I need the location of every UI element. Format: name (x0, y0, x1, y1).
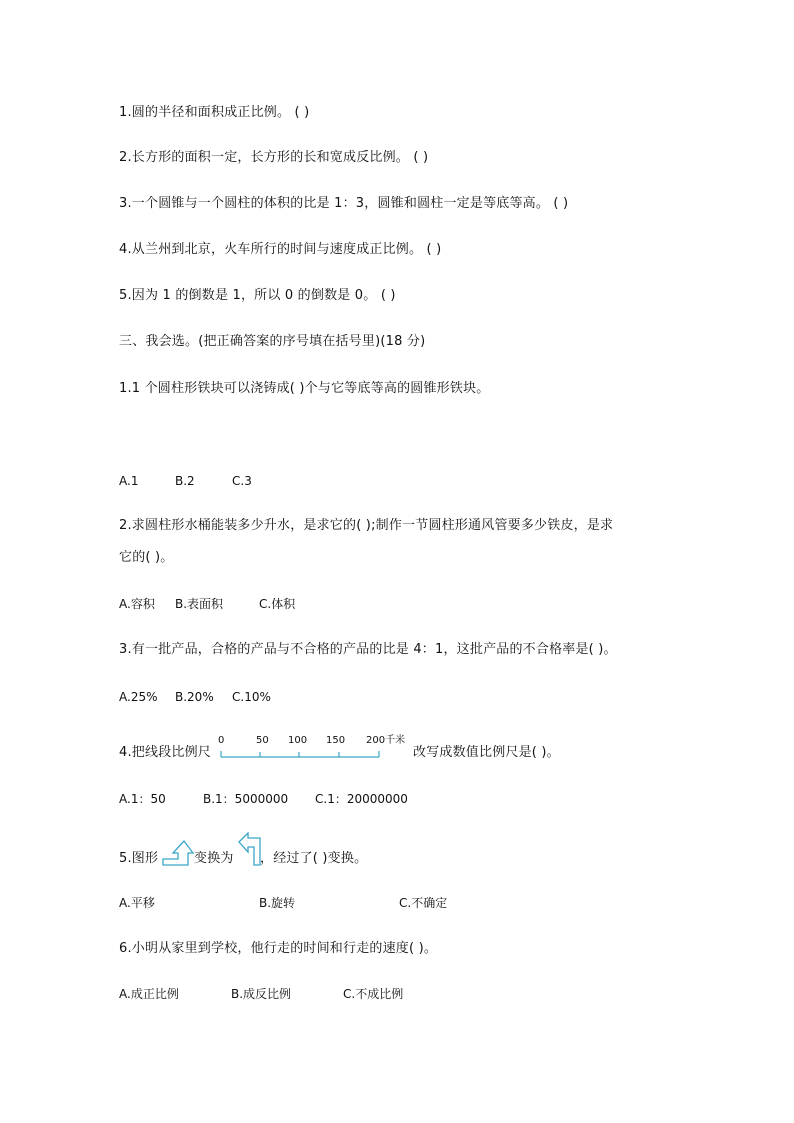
q5-option-a: A.平移 (119, 896, 155, 910)
judgement-4: 4.从兰州到北京，火车所行的时间与速度成正比例。 ( ) (119, 242, 442, 257)
question-5-middle: 变换为 (194, 851, 234, 866)
section-title: 三、我会选。(把正确答案的序号填在括号里)(18 分) (119, 334, 426, 349)
question-2-line-2: 它的( )。 (119, 550, 174, 565)
question-4-suffix: 改写成数值比例尺是( )。 (413, 745, 560, 760)
scale-label-50: 50 (256, 735, 269, 746)
q3-option-a: A.25% (119, 690, 158, 704)
q2-option-b: B.表面积 (175, 597, 224, 611)
q4-option-a: A.1：50 (119, 792, 166, 806)
scale-label-0: 0 (218, 735, 225, 746)
question-2-line-1: 2.求圆柱形水桶能装多少升水，是求它的( );制作一节圆柱形通风管要多少铁皮，是求 (119, 518, 614, 533)
scale-bar-icon (220, 747, 390, 763)
judgement-5: 5.因为 1 的倒数是 1，所以 0 的倒数是 0。 ( ) (119, 288, 396, 303)
question-6: 6.小明从家里到学校，他行走的时间和行走的速度( )。 (119, 941, 438, 956)
scale-label-100: 100 (288, 735, 308, 746)
question-3: 3.有一批产品，合格的产品与不合格的产品的比是 4：1，这批产品的不合格率是( )。 (119, 642, 617, 657)
q3-option-b: B.20% (175, 690, 214, 704)
q1-option-b: B.2 (175, 474, 195, 488)
scale-label-200km: 200千米 (366, 735, 406, 746)
question-4-prefix: 4.把线段比例尺 (119, 745, 212, 760)
judgement-1: 1.圆的半径和面积成正比例。 ( ) (119, 105, 310, 120)
q3-option-c: C.10% (232, 690, 271, 704)
q2-option-c: C.体积 (259, 597, 296, 611)
q6-option-a: A.成正比例 (119, 987, 179, 1001)
q4-option-b: B.1：5000000 (203, 792, 289, 806)
q6-option-b: B.成反比例 (231, 987, 292, 1001)
bent-arrow-right-icon (162, 838, 194, 866)
judgement-2: 2.长方形的面积一定，长方形的长和宽成反比例。 ( ) (119, 150, 429, 165)
scale-label-150: 150 (326, 735, 346, 746)
bent-arrow-rotated-icon (236, 832, 262, 866)
q5-option-c: C.不确定 (399, 896, 448, 910)
question-5-suffix: ，经过了( )变换。 (260, 851, 368, 866)
q6-option-c: C.不成比例 (343, 987, 404, 1001)
q4-option-c: C.1：20000000 (315, 792, 408, 806)
q1-option-c: C.3 (232, 474, 252, 488)
question-1: 1.1 个圆柱形铁块可以浇铸成( )个与它等底等高的圆锥形铁块。 (119, 381, 490, 396)
q2-option-a: A.容积 (119, 597, 155, 611)
question-5-prefix: 5.图形 (119, 851, 159, 866)
line-segment-scale (216, 735, 416, 765)
judgement-3: 3.一个圆锥与一个圆柱的体积的比是 1：3，圆锥和圆柱一定是等底等高。 ( ) (119, 196, 569, 211)
q1-option-a: A.1 (119, 474, 139, 488)
q5-option-b: B.旋转 (259, 896, 296, 910)
